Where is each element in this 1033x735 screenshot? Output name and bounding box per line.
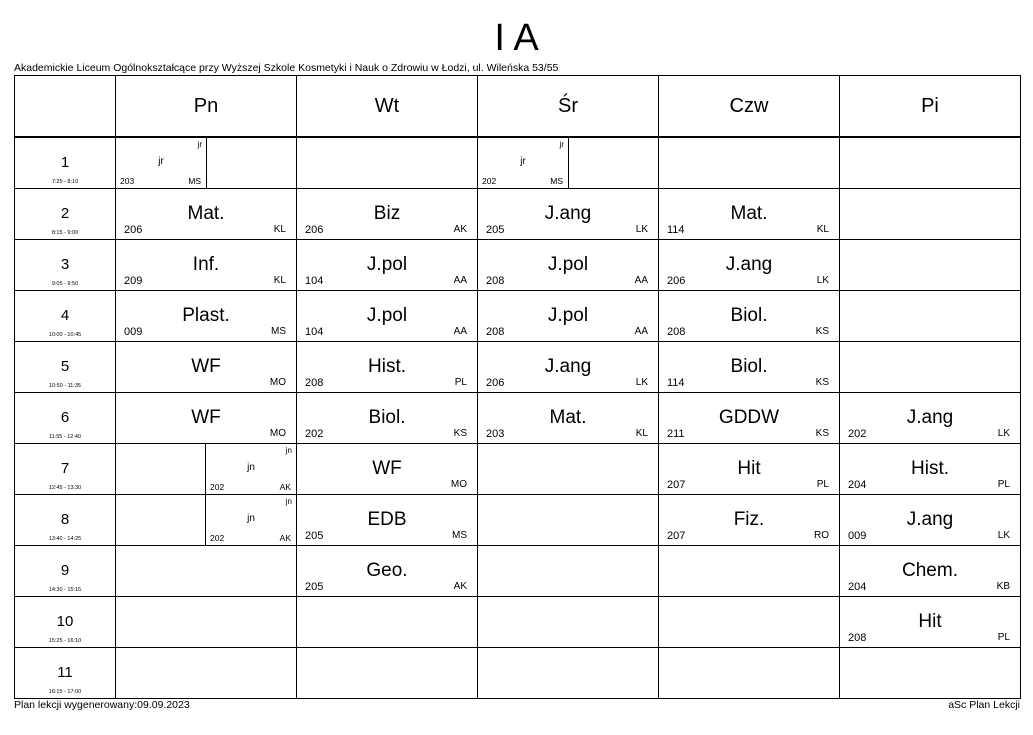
subject-name: Mat. [730, 203, 768, 224]
period-number: 10 [56, 613, 74, 630]
group-subject: jn [247, 513, 255, 524]
room-number: 203 [120, 176, 135, 186]
subject-name: J.ang [544, 356, 592, 377]
room-number: 202 [482, 176, 497, 186]
room-number: 104 [305, 275, 324, 287]
lesson-cell [116, 648, 297, 699]
lesson-cell [116, 597, 297, 648]
lesson-cell [297, 189, 478, 240]
teacher-code: MS [452, 530, 467, 541]
period-cell [15, 342, 116, 393]
school-name: Akademickie Liceum Ogólnokształcące przy Wyższej Szkole Kosmetyki i Nauk o Zdrowiu w Łodzi, ul. Wileńska 53/55 [14, 62, 559, 74]
teacher-code: MO [269, 377, 286, 388]
lesson-cell [659, 546, 840, 597]
lesson-cell [297, 393, 478, 444]
room-number: 204 [848, 581, 867, 593]
group-lesson [205, 495, 296, 545]
period-number: 6 [60, 409, 70, 426]
period-time: 13:40 - 14:25 [48, 536, 82, 542]
period-cell [15, 393, 116, 444]
day-header-row [15, 76, 1021, 138]
lesson-cell [478, 291, 659, 342]
teacher-code: PL [816, 479, 829, 490]
lesson-cell [840, 444, 1021, 495]
subject-name: Fiz. [733, 509, 765, 530]
room-number: 207 [667, 530, 686, 542]
lesson-cell [659, 291, 840, 342]
room-number: 208 [486, 275, 505, 287]
lesson-cell [116, 137, 297, 189]
subject-name: Hit [918, 611, 942, 632]
lesson-cell [478, 495, 659, 546]
room-number: 114 [667, 377, 685, 389]
lesson-cell [297, 495, 478, 546]
lesson-cell [659, 495, 840, 546]
subject-name: Mat. [187, 203, 225, 224]
period-number: 2 [60, 205, 70, 222]
subject-name: J.ang [906, 509, 954, 530]
period-row [15, 189, 1021, 240]
teacher-code: LK [997, 530, 1010, 541]
period-cell [15, 546, 116, 597]
room-number: 203 [486, 428, 505, 440]
room-number: 211 [667, 428, 685, 440]
period-row [15, 240, 1021, 291]
teacher-code: AA [453, 326, 467, 337]
room-number: 009 [848, 530, 867, 542]
subject-name: WF [191, 407, 221, 428]
subject-name: J.ang [544, 203, 592, 224]
day-header: Pn [116, 76, 297, 138]
subject-name: J.pol [366, 305, 408, 326]
period-row [15, 597, 1021, 648]
period-time: 16:15 - 17:00 [48, 689, 82, 695]
group-subject: jn [247, 462, 255, 473]
teacher-code: KL [816, 224, 829, 235]
group-lesson [478, 138, 569, 188]
period-cell [15, 597, 116, 648]
teacher-code: LK [635, 224, 648, 235]
subject-name: Biol. [730, 356, 768, 377]
room-number: 206 [667, 275, 686, 287]
room-number: 206 [305, 224, 324, 236]
corner-cell [15, 76, 116, 138]
teacher-code: MO [269, 428, 286, 439]
period-row [15, 137, 1021, 189]
subject-name: Geo. [366, 560, 408, 581]
period-number: 1 [60, 154, 70, 171]
room-number: 202 [210, 533, 225, 543]
lesson-cell [840, 342, 1021, 393]
teacher-code: LK [816, 275, 829, 286]
subject-name: Hist. [911, 458, 949, 479]
teacher-code: LK [997, 428, 1010, 439]
lesson-cell [116, 189, 297, 240]
room-number: 205 [486, 224, 505, 236]
period-number: 8 [60, 511, 70, 528]
day-header: Wt [297, 76, 478, 138]
lesson-cell [297, 240, 478, 291]
teacher-code: AK [453, 224, 467, 235]
period-cell [15, 495, 116, 546]
teacher-code: PL [997, 632, 1010, 643]
period-cell [15, 444, 116, 495]
group-subject: jr [520, 156, 526, 167]
lesson-cell [659, 393, 840, 444]
room-number: 208 [305, 377, 324, 389]
period-row [15, 342, 1021, 393]
lesson-cell [840, 546, 1021, 597]
subject-name: J.pol [547, 254, 589, 275]
lesson-cell [478, 648, 659, 699]
subject-name: Biol. [730, 305, 768, 326]
lesson-cell [116, 444, 297, 495]
subject-name: Plast. [182, 305, 230, 326]
period-number: 4 [60, 307, 70, 324]
lesson-cell [840, 597, 1021, 648]
room-number: 208 [848, 632, 867, 644]
teacher-code: LK [635, 377, 648, 388]
lesson-cell [478, 597, 659, 648]
day-header: Czw [659, 76, 840, 138]
teacher-code: AA [634, 275, 648, 286]
period-time: 10:50 - 11:35 [48, 383, 81, 389]
subject-name: WF [372, 458, 402, 479]
teacher-code: AK [453, 581, 467, 592]
lesson-cell [478, 189, 659, 240]
lesson-cell [840, 495, 1021, 546]
period-time: 14:30 - 15:15 [48, 587, 82, 593]
lesson-cell [297, 546, 478, 597]
lesson-cell [840, 137, 1021, 189]
lesson-cell [659, 240, 840, 291]
room-number: 205 [305, 581, 324, 593]
period-time: 15:25 - 16:10 [48, 638, 82, 644]
subject-name: Inf. [192, 254, 220, 275]
lesson-cell [297, 648, 478, 699]
group-lesson [116, 138, 207, 188]
subject-name: Hit [737, 458, 761, 479]
lesson-cell [659, 648, 840, 699]
period-number: 7 [60, 460, 70, 477]
teacher-code: MS [550, 176, 563, 186]
teacher-code: PL [454, 377, 467, 388]
teacher-code: MO [450, 479, 467, 490]
period-cell [15, 189, 116, 240]
room-number: 009 [124, 326, 143, 338]
lesson-cell [116, 495, 297, 546]
group-label: jr [197, 140, 202, 149]
subject-name: EDB [367, 509, 407, 530]
group-lesson [205, 444, 296, 494]
group-subject: jr [158, 156, 164, 167]
lesson-cell [116, 393, 297, 444]
lesson-cell [659, 342, 840, 393]
subject-name: Biz [373, 203, 401, 224]
lesson-cell [297, 291, 478, 342]
teacher-code: RO [814, 530, 829, 541]
period-row [15, 495, 1021, 546]
lesson-cell [659, 597, 840, 648]
period-cell [15, 291, 116, 342]
period-time: 8:15 - 9:00 [51, 230, 79, 236]
period-row [15, 444, 1021, 495]
teacher-code: AA [634, 326, 648, 337]
lesson-cell [116, 546, 297, 597]
subject-name: J.pol [547, 305, 589, 326]
room-number: 114 [667, 224, 685, 236]
teacher-code: KB [996, 581, 1010, 592]
period-time: 12:45 - 13:30 [48, 485, 82, 491]
lesson-cell [478, 393, 659, 444]
subject-name: J.ang [725, 254, 773, 275]
subject-name: GDDW [718, 407, 780, 428]
subject-name: WF [191, 356, 221, 377]
lesson-cell [116, 240, 297, 291]
subject-name: J.pol [366, 254, 408, 275]
lesson-cell [840, 240, 1021, 291]
teacher-code: KS [815, 377, 829, 388]
period-time: 10:00 - 10:45 [48, 332, 82, 338]
lesson-cell [659, 189, 840, 240]
group-label: jr [559, 140, 564, 149]
lesson-cell [478, 240, 659, 291]
teacher-code: KS [815, 428, 829, 439]
room-number: 202 [305, 428, 324, 440]
lesson-cell [478, 546, 659, 597]
teacher-code: KL [273, 275, 286, 286]
timetable [14, 75, 1021, 699]
period-cell [15, 240, 116, 291]
group-label: jn [285, 497, 292, 506]
room-number: 207 [667, 479, 686, 491]
teacher-code: KL [273, 224, 286, 235]
period-row [15, 546, 1021, 597]
lesson-cell [297, 597, 478, 648]
room-number: 206 [486, 377, 505, 389]
teacher-code: AK [279, 482, 291, 492]
period-cell [15, 137, 116, 189]
period-cell [15, 648, 116, 699]
period-time: 7:25 - 8:10 [51, 179, 79, 185]
period-row [15, 393, 1021, 444]
period-number: 3 [60, 256, 70, 273]
subject-name: Mat. [549, 407, 587, 428]
subject-name: Biol. [368, 407, 406, 428]
lesson-cell [840, 189, 1021, 240]
period-number: 9 [60, 562, 70, 579]
teacher-code: MS [271, 326, 286, 337]
period-number: 11 [57, 664, 73, 681]
subject-name: Hist. [368, 356, 406, 377]
period-row [15, 291, 1021, 342]
period-time: 11:55 - 12:40 [48, 434, 81, 440]
room-number: 209 [124, 275, 143, 287]
class-title: I A [494, 17, 539, 59]
lesson-cell [478, 342, 659, 393]
period-time: 9:05 - 9:50 [51, 281, 79, 287]
lesson-cell [116, 291, 297, 342]
room-number: 208 [667, 326, 686, 338]
lesson-cell [840, 648, 1021, 699]
lesson-cell [297, 342, 478, 393]
lesson-cell [659, 444, 840, 495]
period-number: 5 [60, 358, 70, 375]
period-row [15, 648, 1021, 699]
teacher-code: MS [188, 176, 201, 186]
lesson-cell [478, 137, 659, 189]
teacher-code: KL [635, 428, 648, 439]
group-label: jn [285, 446, 292, 455]
subject-name: J.ang [906, 407, 954, 428]
teacher-code: AK [279, 533, 291, 543]
room-number: 104 [305, 326, 324, 338]
teacher-code: AA [453, 275, 467, 286]
software-brand: aSc Plan Lekcji [948, 699, 1020, 711]
room-number: 208 [486, 326, 505, 338]
room-number: 204 [848, 479, 867, 491]
teacher-code: KS [815, 326, 829, 337]
lesson-cell [840, 291, 1021, 342]
room-number: 205 [305, 530, 324, 542]
lesson-cell [659, 137, 840, 189]
lesson-cell [840, 393, 1021, 444]
teacher-code: KS [453, 428, 467, 439]
room-number: 202 [210, 482, 225, 492]
day-header: Śr [478, 76, 659, 138]
lesson-cell [116, 342, 297, 393]
subject-name: Chem. [902, 560, 958, 581]
day-header: Pi [840, 76, 1021, 138]
teacher-code: PL [997, 479, 1010, 490]
lesson-cell [478, 444, 659, 495]
lesson-cell [297, 444, 478, 495]
room-number: 202 [848, 428, 867, 440]
generated-date: Plan lekcji wygenerowany:09.09.2023 [14, 699, 190, 711]
room-number: 206 [124, 224, 143, 236]
lesson-cell [297, 137, 478, 189]
